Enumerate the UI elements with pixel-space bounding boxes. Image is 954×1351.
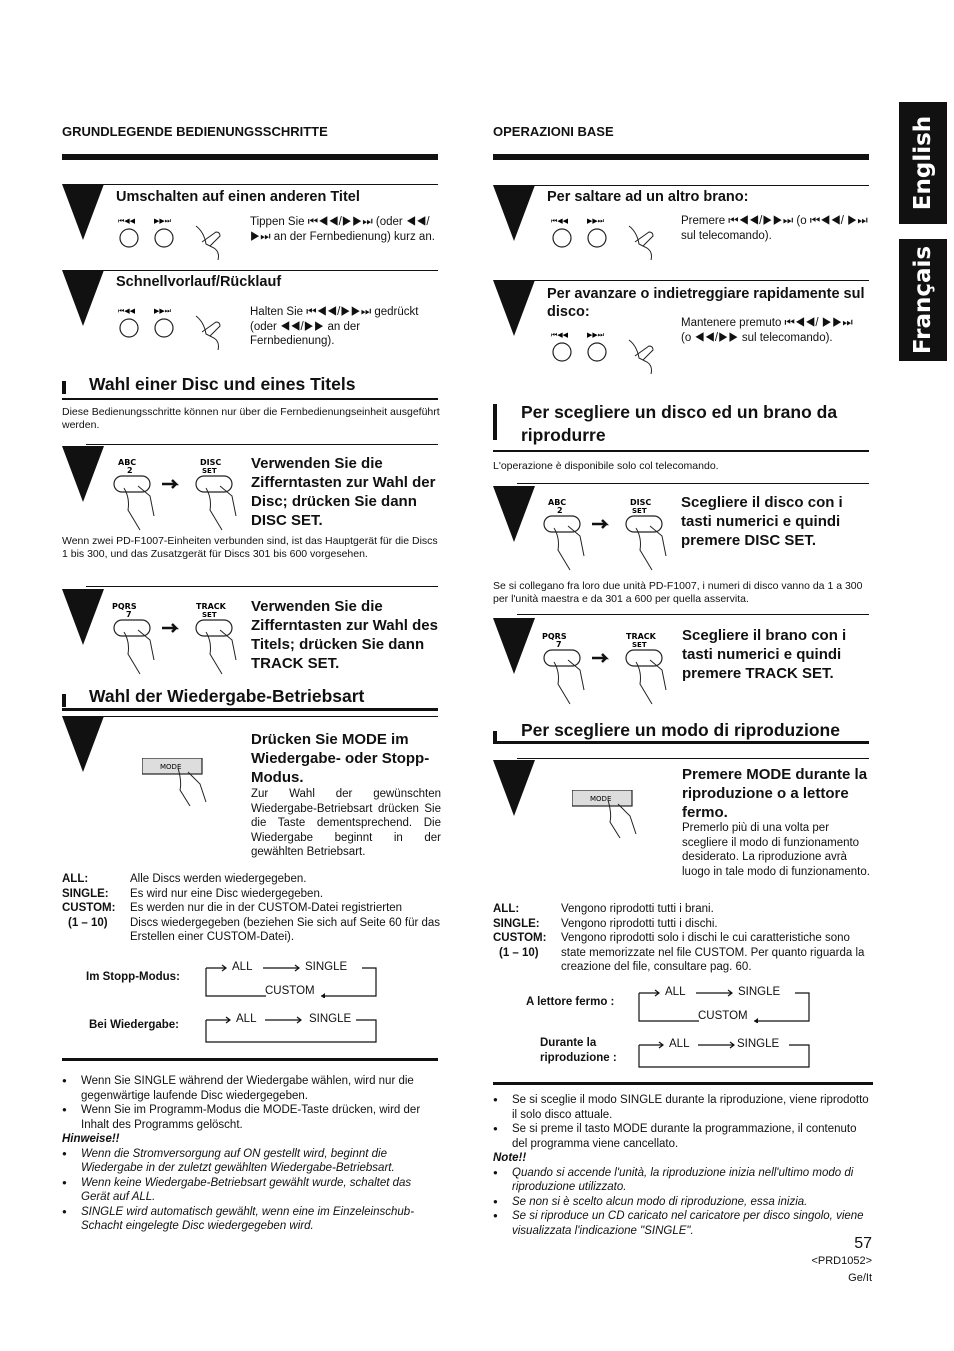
key-disc-label: DISC [630,498,652,507]
right-mode-title: Premere MODE durante la riproduzione o a lettore fermo. [682,766,868,821]
left-bullets: ● Wenn Sie SINGLE während der Wiedergabe wählen, wird nur die gegenwärtige laufende Disc wiedergegeben. ● Wenn Sie im Programm-Modus die MODE-Taste drücken, wird der Inhalt des Programms gelöscht. Hinweise!! ● Wenn die Stromversorgung auf ON gestellt wird, beginnt die Wiedergabe in der zuletzt gewählten Wiedergabe-Betriebsart. ● Wenn keine Wiedergabe-Betriebsart gewählt wurde, schaltet das Gerät auf ALL. ● SINGLE wird automatisch gewählt, wenn eine im Einzeleinschub-Schacht eingelegte Disc wiedergegeben wird. [62,1074,442,1234]
key-7-label: 7 [126,610,132,619]
left-mode-text: Zur Wahl der gewünschten Wiedergabe-Betriebsart drücken Sie die Taste dementsprechend. Die Wiedergabe beginnt in der gewählten Betriebsart. [251,788,441,858]
svg-text:⏮◀◀: ⏮◀◀ [118,307,136,315]
key-2-label: 2 [127,466,133,475]
track-keys-icon [540,630,680,708]
mode-key-label: MODE [590,795,612,803]
left-header-rule [62,154,438,160]
svg-text:⏮◀◀: ⏮◀◀ [118,217,136,225]
key-set-label: SET [202,467,217,475]
step-marker [493,185,535,241]
left-s1-title: Umschalten auf einen anderen Titel [116,189,360,205]
key-set-label: SET [632,507,647,515]
search-buttons-icon [551,328,681,374]
svg-text:▶▶⏭: ▶▶⏭ [154,217,172,225]
step-marker [62,184,104,240]
right-disc-note: Se si collegano fra loro due unità PD-F1007, i numeri di disco vanno da 1 a 300 per l'unità maestra e da 301 a 600 per quella asservita. [493,580,863,605]
key-7-label: 7 [556,640,562,649]
key-2-label: 2 [557,506,563,515]
key-pqrs-label: PQRS [112,602,137,611]
right-section-mode-title: Per scegliere un modo di riproduzione [521,720,840,740]
mode-diagram-play-it: ALL SINGLE [636,1037,812,1069]
disc-keys-icon [540,496,680,574]
mode-diagram-stop-it: ALL SINGLE CUSTOM [636,985,812,1023]
left-s2-text: Halten Sie ⏮◀◀/▶▶⏭ gedrückt (oder ◀◀/▶▶ an der Fernbedienung). [250,306,419,347]
right-s1-text: Premere ⏮◀◀/▶▶⏭ (o ⏮◀◀/ ▶⏭ sul telecomando). [681,215,868,242]
left-section-disc-title: Wahl einer Disc und eines Titels [89,374,356,394]
left-s1-text: Tippen Sie ⏮◀◀/▶▶⏭ (oder ◀◀/▶⏭ an der Fernbedienung) kurz an. [250,216,435,243]
left-step-track: Verwenden Sie die Zifferntasten zur Wahl des Titels; drücken Sie dann TRACK SET. [251,598,438,672]
step-marker [493,280,535,336]
track-keys-icon [110,600,250,678]
key-track-label: TRACK [196,602,226,611]
language-code: Ge/It [848,1272,872,1284]
diagram-stop-label: Im Stopp-Modus: [86,971,180,983]
mode-diagram-stop: ALL SINGLE CUSTOM [203,960,379,998]
mode-button-icon [572,790,652,840]
key-pqrs-label: PQRS [542,632,567,641]
mode-diagram-play: ALL SINGLE [203,1012,379,1044]
svg-text:▶▶⏭: ▶▶⏭ [154,307,172,315]
step-marker [62,589,104,645]
step-marker [62,270,104,326]
left-mode-definitions: ALL: Alle Discs werden wiedergegeben. SINGLE: Es wird nur eine Disc wiedergegeben. CUSTOM: Es werden nur die in der CUSTOM-Datei registrierten (1 – 10) Discs wiedergegeben (beziehen Sie sich auf Seite 60 für das Erstellen einer CUSTOM-Datei). [62,873,441,943]
right-s1-title: Per saltare ad un altro brano: [547,189,749,205]
svg-text:⏮◀◀: ⏮◀◀ [551,331,569,339]
search-buttons-icon [118,304,248,350]
key-disc-label: DISC [200,458,222,467]
step-marker [62,446,104,502]
right-section-disc-title: Per scegliere un disco ed un brano da riprodurre [521,402,838,445]
mode-button-icon [142,758,222,808]
side-tab-francais: Français [899,239,947,361]
key-abc-label: ABC [118,458,137,467]
diagram-play-label-it: Durante la riproduzione : [540,1037,617,1064]
left-step-disc: Verwenden Sie die Zifferntasten zur Wahl der Disc; drücken Sie dann DISC SET. [251,455,436,529]
skip-buttons-icon [118,214,248,260]
right-bullets: ● Se si sceglie il modo SINGLE durante la riproduzione, viene riprodotto il solo disco attuale. ● Se si preme il tasto MODE durante la programmazione, il contenuto del programma viene cancellato. Note!! ● Quando si accende l'unità, la riproduzione inizia nell'ultimo modo di riproduzione utilizzato. ● Se non si è scelto alcun modo di riproduzione, essa inizia. ● Se si riproduce un CD caricato nel caricatore per disco singolo, viene visualizzata l'indicazione "SINGLE". [493,1093,873,1238]
right-section-disc-intro: L'operazione è disponibile solo col telecomando. [493,460,719,472]
disc-keys-icon [110,456,250,534]
right-mode-definitions: ALL: Vengono riprodotti tutti i brani. SINGLE: Vengono riprodotti tutti i dischi. CUSTOM: Vengono riprodotti solo i dischi le cui caratteristiche sono (1 – 10) state memorizzate nel file CUSTOM. Per quanto riguarda la creazione del file, consultare pag. 60. [493,903,865,973]
svg-text:▶▶⏭: ▶▶⏭ [587,217,605,225]
right-mode-text: Premerlo più di una volta per scegliere il modo di funzionamento desiderato. La riproduzione avrà luogo in tale modo di funzionamento. [682,822,870,878]
left-disc-note: Wenn zwei PD-F1007-Einheiten verbunden sind, ist das Hauptgerät für die Discs 1 bis 300, und das Zusatzgerät für Discs 301 bis 600 vorgesehen. [62,535,438,560]
mode-key-label: MODE [160,763,182,771]
right-page-header: OPERAZIONI BASE [493,124,614,139]
right-step-disc: Scegliere il disco con i tasti numerici e quindi premere DISC SET. [681,494,843,549]
step-marker [493,486,535,542]
key-track-label: TRACK [626,632,656,641]
right-step-track: Scegliere il brano con i tasti numerici e quindi premere TRACK SET. [682,627,847,682]
diagram-play-label: Bei Wiedergabe: [89,1019,180,1031]
left-mode-title: Drücken Sie MODE im Wiedergabe- oder Stopp-Modus. [251,731,430,786]
step-marker [62,716,104,772]
left-section-disc-intro: Diese Bedienungsschritte können nur über die Fernbedienungseinheit ausgeführt werden. [62,406,440,431]
step-marker [493,618,535,674]
skip-buttons-icon [551,214,681,260]
right-s2-text: Mantenere premuto ⏮◀◀/ ▶▶⏭ (o ◀◀/▶▶ sul telecomando). [681,317,853,344]
left-page-header: GRUNDLEGENDE BEDIENUNGSSCHRITTE [62,124,328,139]
key-abc-label: ABC [548,498,567,507]
doc-code: <PRD1052> [811,1255,872,1267]
side-tab-english: English [899,102,947,224]
key-set-label: SET [202,611,217,619]
step-marker [493,760,535,816]
diagram-stop-label-it: A lettore fermo : [526,996,615,1008]
key-set-label: SET [632,641,647,649]
svg-text:⏮◀◀: ⏮◀◀ [551,217,569,225]
page-number: 57 [854,1235,872,1252]
right-s2-title: Per avanzare o indietreggiare rapidamente sul disco: [547,286,865,320]
left-s2-title: Schnellvorlauf/Rücklauf [116,274,282,290]
left-section-mode-title: Wahl der Wiedergabe-Betriebsart [89,686,365,706]
svg-text:▶▶⏭: ▶▶⏭ [587,331,605,339]
